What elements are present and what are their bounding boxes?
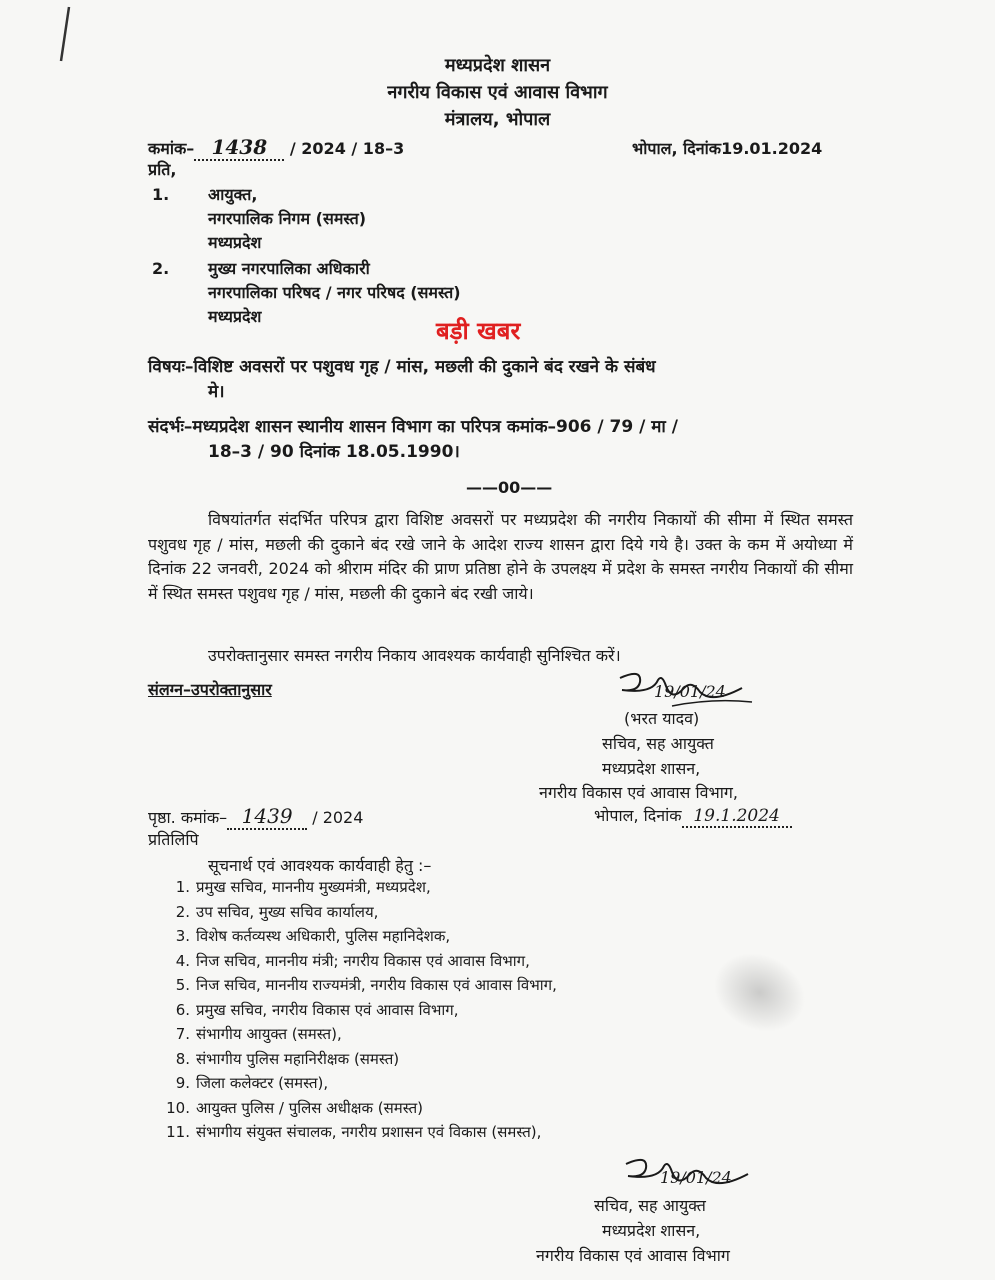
enclosure: संलग्न–उपरोक्तानुसार xyxy=(148,680,272,699)
list-item: 10. आयुक्त पुलिस / पुलिस अधीक्षक (समस्त) xyxy=(166,1098,423,1117)
smudge-mark xyxy=(701,938,819,1046)
recipient-2-num: 2. xyxy=(152,259,170,278)
copy-label: प्रतिलिपि xyxy=(148,830,199,849)
header-location: मंत्रालय, भोपाल xyxy=(444,109,551,130)
endorsement-suffix: / 2024 xyxy=(312,808,364,827)
ref-number: 1438 xyxy=(194,135,284,161)
subject-line-2: मे। xyxy=(208,382,225,402)
recipient-2-line-1: मुख्य नगरपालिका अधिकारी xyxy=(208,259,370,278)
header-department: नगरीय विकास एवं आवास विभाग xyxy=(387,82,608,103)
recipient-1-line-1: आयुक्त, xyxy=(208,185,258,204)
action-line: उपरोक्तानुसार समस्त नगरीय निकाय आवश्यक कार्यवाही सुनिश्चित करें। xyxy=(208,646,621,665)
recipient-1-line-3: मध्यप्रदेश xyxy=(208,233,262,252)
recipient-2-line-3: मध्यप्रदेश xyxy=(208,307,262,326)
signature-2-government: मध्यप्रदेश शासन, xyxy=(602,1221,701,1240)
signature-1-date-hand: 19.1.2024 xyxy=(682,806,792,828)
recipient-1-line-2: नगरपालिक निगम (समस्त) xyxy=(208,209,367,228)
to-label: प्रति, xyxy=(148,160,177,179)
distribution-list xyxy=(162,875,557,1145)
subject-line-1: विषयः–विशिष्ट अवसरों पर पशुवध गृह / मांस, मछली की दुकाने बंद रखने के संबंध xyxy=(148,357,656,377)
signature-1-department: नगरीय विकास एवं आवास विभाग, xyxy=(539,783,738,802)
list-item: 7. संभागीय आयुक्त (समस्त), xyxy=(175,1025,342,1043)
signature-1-date: 19/01/24 xyxy=(654,682,726,701)
endorsement-ref xyxy=(148,804,363,830)
endorsement-prefix: पृष्ठा. कमांक– xyxy=(148,808,228,827)
copy-purpose: सूचनार्थ एवं आवश्यक कार्यवाही हेतु :– xyxy=(208,856,432,875)
ref-line xyxy=(148,135,404,161)
breaking-news-label: बड़ी खबर xyxy=(436,317,521,345)
endorsement-number: 1439 xyxy=(227,804,307,830)
reference-line-2: 18–3 / 90 दिनांक 18.05.1990। xyxy=(208,442,460,462)
list-item: 5. निज सचिव, माननीय राज्यमंत्री, नगरीय विकास एवं आवास विभाग, xyxy=(175,976,557,994)
header-government: मध्यप्रदेश शासन xyxy=(444,55,551,76)
list-item: 4. निज सचिव, माननीय मंत्री; नगरीय विकास एवं आवास विभाग, xyxy=(175,951,530,970)
signature-2-designation: सचिव, सह आयुक्त xyxy=(594,1196,706,1215)
list-item: 1. प्रमुख सचिव, माननीय मुख्यमंत्री, मध्यप्रदेश, xyxy=(175,878,431,896)
list-item: 3. विशेष कर्तव्यस्थ अधिकारी, पुलिस महानिदेशक, xyxy=(175,927,451,945)
list-item: 2. उप सचिव, मुख्य सचिव कार्यालय, xyxy=(175,902,379,921)
ref-suffix: / 2024 / 18–3 xyxy=(289,139,405,158)
separator: ——00—— xyxy=(466,478,553,497)
list-item: 11. संभागीय संयुक्त संचालक, नगरीय प्रशासन एवं विकास (समस्त), xyxy=(166,1123,542,1141)
ref-prefix: कमांक– xyxy=(148,139,195,158)
signature-1-place-date-prefix: भोपाल, दिनांक xyxy=(594,806,682,825)
list-item: 8. संभागीय पुलिस महानिरीक्षक (समस्त) xyxy=(175,1049,400,1068)
signature-1-government: मध्यप्रदेश शासन, xyxy=(602,759,701,778)
ref-place-date: भोपाल, दिनांक19.01.2024 xyxy=(632,139,823,158)
reference-line-1: संदर्भः–मध्यप्रदेश शासन स्थानीय शासन विभाग का परिपत्र कमांक–906 / 79 / मा / xyxy=(148,417,678,437)
list-item: 9. जिला कलेक्टर (समस्त), xyxy=(175,1074,329,1092)
signature-2-date: 19/01/24 xyxy=(660,1168,732,1187)
signature-1-designation: सचिव, सह आयुक्त xyxy=(602,734,714,753)
signature-2-department: नगरीय विकास एवं आवास विभाग xyxy=(536,1246,730,1265)
recipient-1-num: 1. xyxy=(152,185,170,204)
list-item: 6. प्रमुख सचिव, नगरीय विकास एवं आवास विभाग, xyxy=(175,1000,459,1019)
signature-1-place-date xyxy=(594,804,792,828)
recipient-2-line-2: नगरपालिका परिषद / नगर परिषद (समस्त) xyxy=(208,283,461,302)
body-paragraph: विषयांतर्गत संदर्भित परिपत्र द्वारा विशिष्ट अवसरों पर मध्यप्रदेश की नगरीय निकायों की सीमा में स्थित समस्त पशुवध गृह / मांस, मछली की दुकाने बंद रखे जाने के आदेश राज्य शासन द्वारा दिये गये है। उक्त के कम में अयोध्या में दिनांक 22 जनवरी, 2024 को श्रीराम मंदिर की प्राण प्रतिष्ठा होने के उपलक्ष्य में प्रदेश के समस्त नगरीय निकायों की सीमा में स्थित समस्त पशुवध गृह / मांस, मछली की दुकाने बंद रखी जाये। xyxy=(148,510,853,603)
signature-1-name: (भरत यादव) xyxy=(624,709,700,728)
